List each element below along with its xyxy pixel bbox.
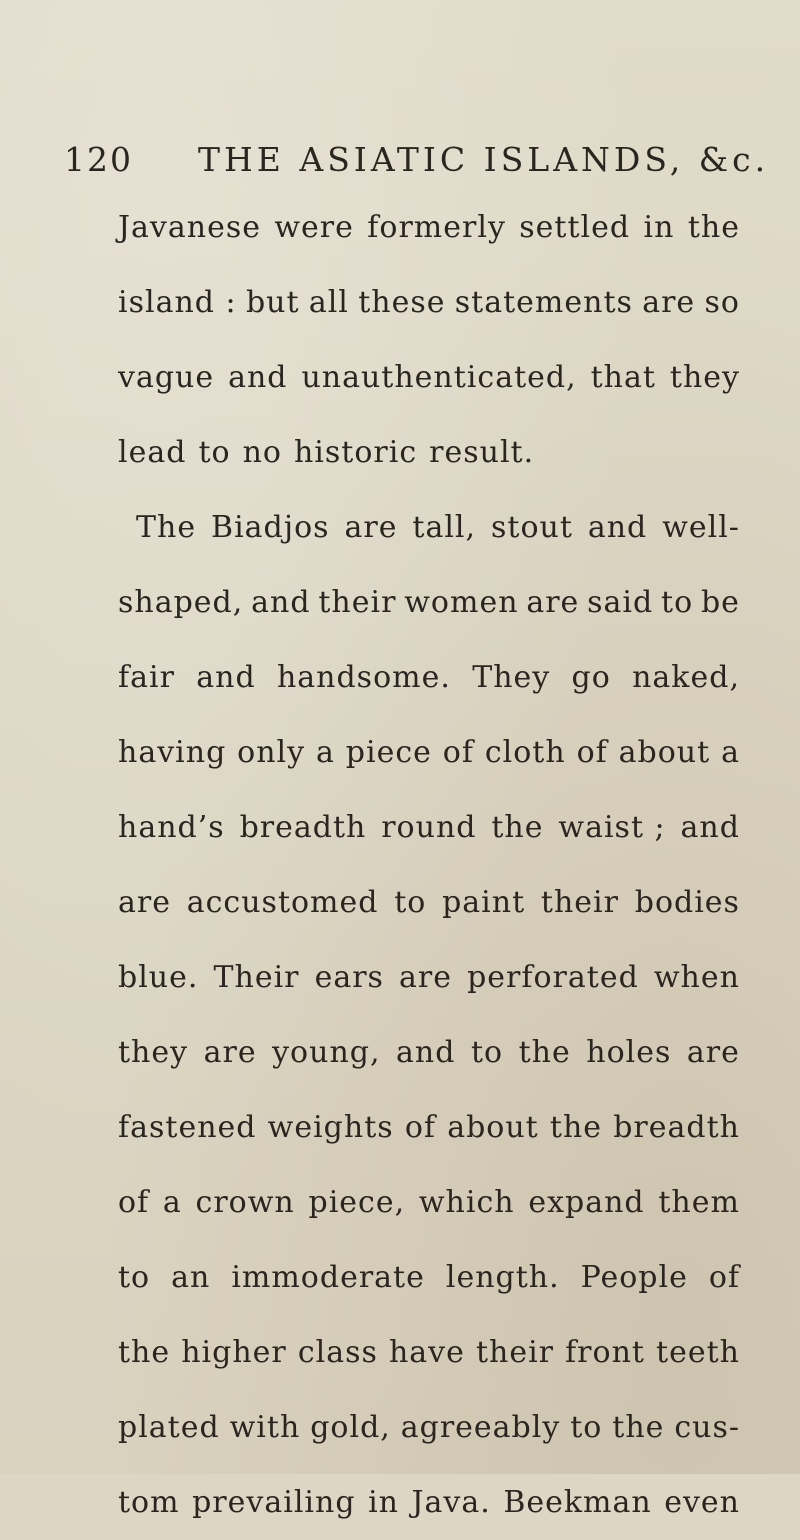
- word: Biadjos: [211, 510, 330, 545]
- word: when: [653, 960, 740, 995]
- word: no: [242, 435, 282, 470]
- word: having: [118, 735, 227, 770]
- word: to: [570, 1410, 603, 1445]
- text-line: [118, 265, 740, 340]
- word: perforated: [467, 960, 639, 995]
- word: the: [687, 210, 740, 245]
- word: that: [590, 360, 656, 395]
- word: historic: [293, 435, 418, 470]
- word: teeth: [656, 1335, 740, 1370]
- word: of: [576, 735, 608, 770]
- word: even: [664, 1485, 740, 1520]
- word: front: [565, 1335, 645, 1370]
- word: these: [358, 285, 446, 320]
- word: of: [442, 735, 474, 770]
- word: the: [118, 1335, 171, 1370]
- word: to: [198, 435, 231, 470]
- text-line: [118, 790, 740, 865]
- word: breadth: [239, 810, 367, 845]
- word: are: [203, 1035, 257, 1070]
- text-line: [118, 640, 740, 715]
- word: an: [171, 1260, 211, 1295]
- text-line: [118, 1165, 740, 1240]
- word: island :: [118, 285, 237, 320]
- text-line: [118, 865, 740, 940]
- word: fastened: [118, 1110, 257, 1145]
- word: Their: [213, 960, 300, 995]
- word: holes: [586, 1035, 672, 1070]
- word: naked,: [632, 660, 740, 695]
- word: their: [475, 1335, 555, 1370]
- word: piece,: [308, 1185, 406, 1220]
- word: about: [618, 735, 711, 770]
- word: cus-: [674, 1410, 740, 1445]
- word: they: [118, 1035, 189, 1070]
- text-line: [118, 190, 740, 265]
- word: unauthenticated,: [301, 360, 577, 395]
- word: a: [316, 735, 335, 770]
- word: they: [669, 360, 740, 395]
- text-line: [118, 1090, 740, 1165]
- word: Beekman: [503, 1485, 652, 1520]
- word: of: [118, 1185, 150, 1220]
- word: are: [399, 960, 453, 995]
- word: and: [680, 810, 740, 845]
- word: the: [549, 1110, 603, 1145]
- text-line: [118, 490, 740, 565]
- word: stout: [491, 510, 573, 545]
- word: plated: [118, 1410, 220, 1445]
- word: and: [396, 1035, 456, 1070]
- word: the: [612, 1410, 665, 1445]
- word: piece: [345, 735, 432, 770]
- word: expand: [528, 1185, 645, 1220]
- word: to: [661, 585, 694, 620]
- word: about: [447, 1110, 539, 1145]
- word: are: [344, 510, 398, 545]
- word: a: [721, 735, 740, 770]
- word: handsome.: [276, 660, 451, 695]
- word: with: [229, 1410, 301, 1445]
- word: tom: [118, 1485, 180, 1520]
- word: were: [274, 210, 354, 245]
- word: round: [381, 810, 477, 845]
- word: all: [308, 285, 349, 320]
- word: which: [418, 1185, 515, 1220]
- word: and: [587, 510, 648, 545]
- word: fair: [118, 660, 175, 695]
- word: well-: [662, 510, 740, 545]
- word: formerly: [367, 210, 506, 245]
- text-line: [118, 565, 740, 640]
- word: to: [470, 1035, 504, 1070]
- word: and: [196, 660, 256, 695]
- word: weights: [267, 1110, 394, 1145]
- word: blue.: [118, 960, 199, 995]
- word: result.: [429, 435, 535, 470]
- word: ears: [314, 960, 384, 995]
- word: agreeably: [400, 1410, 561, 1445]
- word: and: [251, 585, 311, 620]
- word: are: [642, 285, 696, 320]
- text-line: [118, 1240, 740, 1315]
- word: waist ;: [558, 810, 666, 845]
- word: hand’s: [118, 810, 225, 845]
- word: vague: [118, 360, 215, 395]
- word: statements: [454, 285, 633, 320]
- word: of: [708, 1260, 740, 1295]
- word: to: [394, 885, 427, 920]
- word: The: [136, 510, 197, 545]
- word: their: [540, 885, 619, 920]
- word: in: [643, 210, 675, 245]
- text-line: [118, 1465, 740, 1540]
- text-line: [118, 940, 740, 1015]
- text-line: [118, 340, 740, 415]
- word: said: [587, 585, 654, 620]
- word: but: [245, 285, 300, 320]
- word: crown: [195, 1185, 295, 1220]
- word: so: [704, 285, 740, 320]
- word: them: [658, 1185, 740, 1220]
- word: shaped,: [118, 585, 244, 620]
- word: are: [686, 1035, 740, 1070]
- word: have: [388, 1335, 465, 1370]
- word: a: [162, 1185, 182, 1220]
- word: only: [237, 735, 306, 770]
- word: They: [472, 660, 551, 695]
- word: Java.: [411, 1485, 491, 1520]
- body-text: [118, 190, 740, 1540]
- running-head: [64, 140, 770, 190]
- word: to: [118, 1260, 151, 1295]
- word: women: [404, 585, 519, 620]
- running-title: THE ASIATIC ISLANDS, &c.: [198, 140, 770, 179]
- text-line: [118, 1390, 740, 1465]
- word: Javanese: [118, 210, 261, 245]
- word: length.: [445, 1260, 560, 1295]
- word: settled: [519, 210, 631, 245]
- word: the: [518, 1035, 571, 1070]
- word: class: [297, 1335, 378, 1370]
- word: their: [318, 585, 397, 620]
- word: gold,: [310, 1410, 391, 1445]
- page-number: 120: [64, 140, 133, 179]
- word: higher: [181, 1335, 287, 1370]
- word: young,: [272, 1035, 381, 1070]
- word: immoderate: [231, 1260, 425, 1295]
- text-line: [118, 715, 740, 790]
- word: breadth: [613, 1110, 740, 1145]
- text-line: [118, 1315, 740, 1390]
- word: in: [368, 1485, 399, 1520]
- word: accustomed: [186, 885, 379, 920]
- text-line: [118, 415, 740, 490]
- word: cloth: [484, 735, 566, 770]
- word: are: [526, 585, 580, 620]
- word: paint: [442, 885, 526, 920]
- word: People: [580, 1260, 688, 1295]
- word: go: [571, 660, 611, 695]
- word: of: [404, 1110, 437, 1145]
- word: bodies: [634, 885, 740, 920]
- word: prevailing: [192, 1485, 356, 1520]
- word: lead: [118, 435, 187, 470]
- word: tall,: [412, 510, 477, 545]
- word: are: [118, 885, 171, 920]
- word: be: [700, 585, 740, 620]
- word: and: [228, 360, 288, 395]
- word: the: [491, 810, 544, 845]
- text-line: [118, 1015, 740, 1090]
